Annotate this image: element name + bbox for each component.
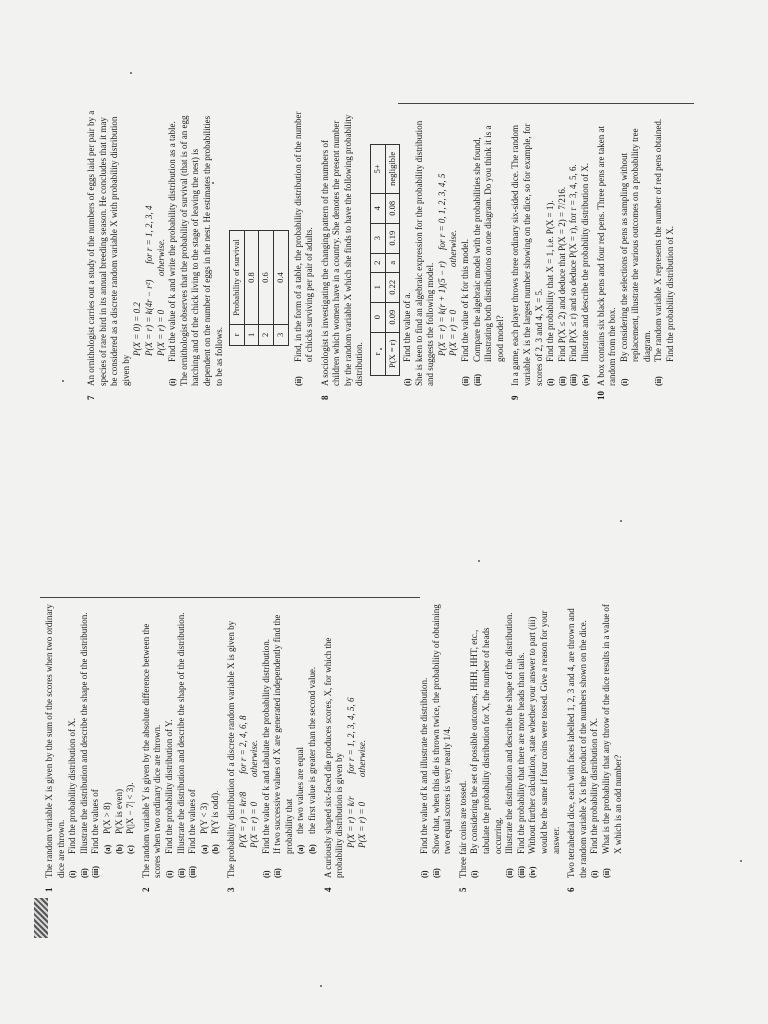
question-number: 8 [319,395,330,400]
scan-speck [62,380,64,382]
question-part: (iv) Illustrate and describe the probability distribution of X. [579,163,590,386]
question-4-parts [419,602,454,892]
formula-line: P(X = 0) = 0.2 [132,302,143,356]
question-part: (i) Find the probability distribution of Y. [163,719,174,878]
question-text: An ornithologist carries out a study of the numbers of eggs laid per pair by a species of rare bird in its annual breeding season. He concludes that it may be considered as a discrete random variable X with probability distribution given by [86,110,131,386]
question-3 [226,602,319,892]
question-part: (i) By considering the set of possible outcomes, HHH, HHT, etc., tabulate the probability distribution for X, the number of heads occurring. [469,627,503,878]
question-text-continued: She is keen to find an algebraic expression for the probability distribution and suggests the following model. [413,120,436,386]
question-5 [458,602,562,892]
question-8-continued [402,110,506,400]
scan-speck [740,860,742,862]
table-row: r 0 1 2 3 4 5+ [371,144,386,375]
question-subpart: (a) P(Y < 3) [198,802,209,854]
question-part: (i) Find the value of a. [402,292,412,386]
question-number: 3 [225,887,236,892]
question-part: (ii) Illustrate the distribution and describe the shape of the distribution. [78,612,89,878]
question-part: (iii) Find the values of [187,789,198,878]
right-question-column [82,110,397,400]
table-header: r [230,324,245,345]
question-number: 10 [595,391,606,400]
question-text: The random variable Y is given by the absolute difference between the scores when two ordinary dice are thrown. [140,623,163,878]
question-number: 7 [86,395,96,400]
formula-line: P(X = r) = 0 otherwise. [357,739,368,848]
table-header: Probability of survival [230,231,245,325]
survival-table [229,230,288,346]
formula-line: P(X = r) = 0 otherwise. [155,238,166,356]
question-4 [323,602,369,892]
question-subpart: (c) P(|X − 7| < 3). [125,782,136,854]
question-part: (i) By considering the selections of pens as sampling without replacement, illustrate the various outcomes on a probability tree diagram. [618,128,652,386]
page-rule-left-top [40,597,420,598]
question-subpart: (b) P(Y is odd). [210,790,221,854]
question-part: (iii) Find the probability that there are more heads than tails. [515,652,526,878]
question-subpart: (b) the first value is greater than the second value. [307,666,318,854]
question-subpart: (a) the two values are equal [295,747,306,854]
formula-line: P(X = r) = k(4r − r²) for r = 1, 2, 3, 4 [143,205,154,356]
question-number: 2 [140,887,151,892]
formula-line: P(X = r) = k(r + 1)(5 − r) for r = 0, 1, 2, 3, 4, 5 [436,173,447,356]
page-rule-top-right [398,103,694,104]
scan-speck [478,560,480,562]
question-2 [141,602,222,892]
table-row: 2 0.6 [259,231,274,346]
question-part: (ii) Illustrate the distribution and describe the shape of the distribution. [504,612,515,878]
question-part: (ii) The random variable X represents the number of red pens obtained. Find the probability distribution of X. [653,118,676,386]
question-text: The random variable X is given by the sum of the scores when two ordinary dice are thrown. [44,604,66,878]
question-part: (i) Find the value of k and tabulate the probability distribution. [260,639,271,878]
photocopy-stamp-mark [34,898,48,938]
question-text: The probability distribution of a discrete random variable X is given by [225,620,236,878]
question-part: (i) Find the value of k and illustrate the distribution. [419,677,429,878]
question-subpart: (b) P(X is even) [113,789,124,854]
question-text: A curiously shaped six-faced die produces scores, X, for which the probability distribution is given by [322,637,345,878]
question-part: (ii) What is the probability that any throw of the dice results in a value of X which is an odd number? [600,604,623,878]
scan-speck [212,182,214,184]
scan-speck [130,72,132,74]
question-part: (i) Find the probability distribution of X. [589,718,600,878]
left-question-column-lower [415,602,655,892]
question-part: (iii) Find the values of [90,789,101,878]
question-text: A box contains six black pens and four red pens. Three pens are taken at random from the box. [595,125,618,386]
question-number: 1 [44,887,54,892]
question-part: (i) Find the value of k and write the probability distribution as a table. [167,121,178,386]
question-6 [566,602,624,892]
question-text: Two tetrahedral dice, each with faces labelled 1, 2, 3 and 4, are thrown and the random variable X is the product of the numbers shown on the dice. [566,608,588,878]
formula-line: P(X = r) = kr/8 for r = 2, 4, 6, 8 [237,715,248,848]
question-part: (ii) Find, in the form of a table, the probability distribution of the number of chicks surviving per pair of adults. [292,111,315,386]
question-part: (ii) Find the value of k for this model. [459,239,470,386]
question-10 [596,110,677,400]
question-part: (ii) Find P(X ≤ 2) and deduce that P(X = 2) = 7/216. [556,186,567,386]
question-part: (iii) Compare the algebraic model with the probabilities she found, illustrating both distributions on one diagram. Do you think it is a good model? [471,125,505,386]
table-row: P(X = r) 0.09 0.22 a 0.19 0.08 negligible [385,144,400,375]
question-8 [320,110,405,400]
scan-speck [320,985,322,987]
children-distribution-table [370,144,400,376]
question-number: 4 [322,887,333,892]
question-text: Three fair coins are tossed. [457,780,468,878]
question-number: 5 [457,887,468,892]
question-part: (ii) Illustrate the distribution and describe the shape of the distribution. [175,612,186,878]
formula-line: P(X = r) = k/r for r = 1, 2, 3, 4, 5, 6 [345,697,356,848]
right-question-column-lower [398,110,698,400]
question-number: 9 [510,395,521,400]
question-1 [44,602,137,892]
question-text: In a game, each player throws three ordinary six-sided dice. The random variable X is the largest number showing on the dice, so for example, for scores of 2, 3 and 4, X = 5. [510,123,544,386]
question-text: A sociologist is investigating the changing pattern of the numbers of children which women have in a country. She denotes the present number by the random variable X which she finds to have the following probability distribution. [319,114,365,386]
left-question-column [40,602,415,892]
formula-line: P(X = r) = 0 otherwise. [249,739,260,848]
question-part: (ii) If two successive values of X are generated independently find the probability that [272,614,294,878]
question-text-continued: The ornithologist observes that the probability of survival (that is of an egg hatching and of the chick living to the stage of leaving the nest) is dependent on the number of eggs in the nest. He estimates the probabilities to be as follows. [178,115,224,386]
question-9 [510,110,591,400]
formula-line: P(X = r) = 0 otherwise. [448,229,459,356]
question-7 [86,110,316,400]
question-number: 6 [566,887,577,892]
question-part: (iii) Find P(X ≤ r) and so deduce P(X = r), for r = 3, 4, 5, 6. [568,164,579,386]
question-part: (ii) Show that, when this die is thrown twice, the probability of obtaining two equal scores is very nearly 1/4. [430,604,453,878]
question-subpart: (a) P(X > 8) [101,802,112,854]
question-part: (i) Find the probability that X = 1, i.e. P(X = 1). [545,200,556,386]
scan-speck [620,520,622,522]
question-part: (iv) Without further calculation, state whether your answer to part (iii) would be the same if four coins were tossed. Give a reason for your answer. [527,610,561,878]
scan-speck [380,348,382,350]
question-part: (i) Find the probability distribution of X. [67,718,78,878]
table-row: 1 0.8 [244,231,259,346]
table-row: 3 0.4 [273,231,288,346]
